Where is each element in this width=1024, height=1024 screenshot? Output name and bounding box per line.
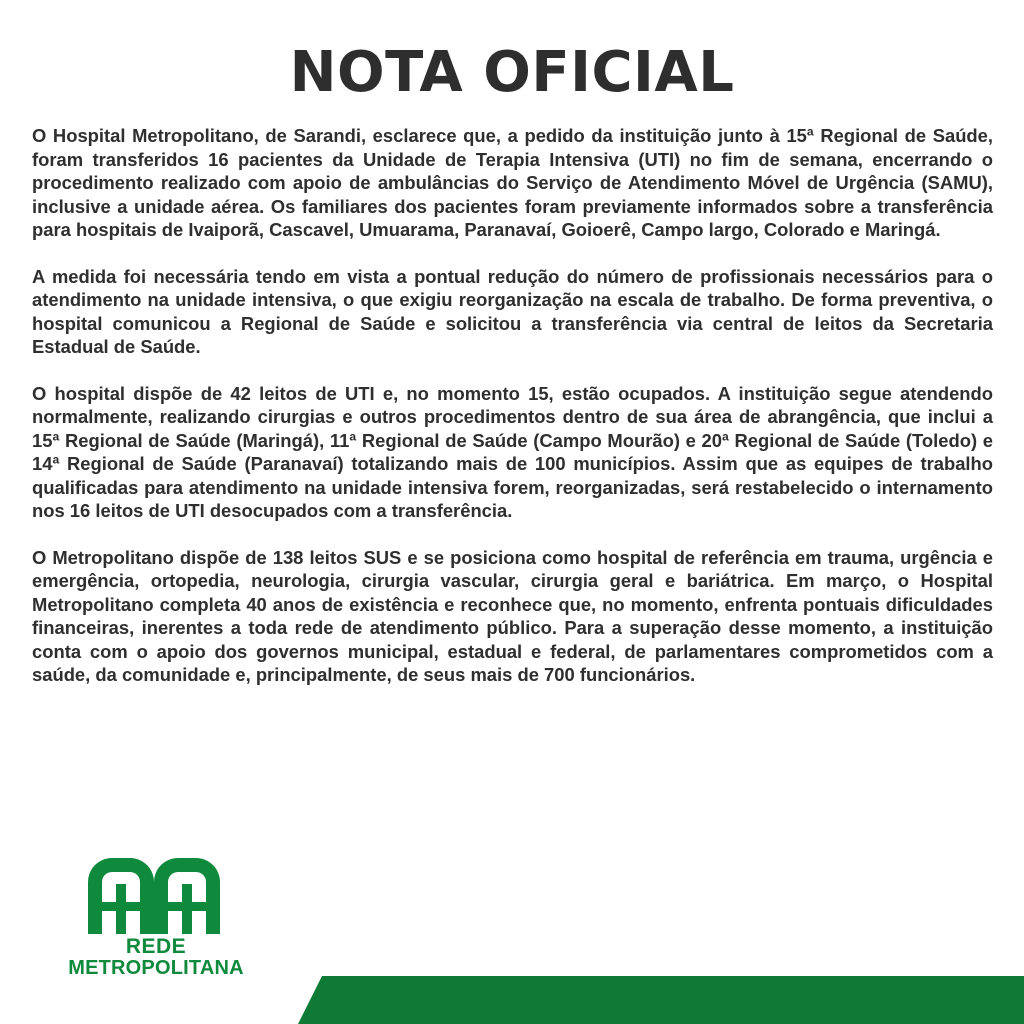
paragraph-reason: A medida foi necessária tendo em vista a pontual redução do número de profissionais necessários para o atendimento na unidade intensiva, o que exigiu reorganização na escala de trabalho. De forma preventiva, o hospital comunicou a Regional de Saúde e solicitou a transferência via central de leitos da Secretaria Estadual de Saúde. bbox=[32, 265, 993, 357]
paragraph-capacity: O hospital dispõe de 42 leitos de UTI e, no momento 15, estão ocupados. A instituição segue atendendo normalmente, realizando cirurgias e outros procedimentos dentro de sua área de abrangência, que inclui a 15ª Regional de Saúde (Maringá), 11ª Regional de Saúde (Campo Mourão) e 20ª Regional de Saúde (Toledo) e 14ª Regional de Saúde (Paranavaí) totalizando mais de 100 municípios. Assim que as equipes de trabalho qualificadas para atendimento na unidade intensiva forem, reorganizadas, será restabelecido o internamento nos 16 leitos de UTI desocupados com a transferência. bbox=[32, 382, 993, 521]
rede-metropolitana-logo-icon bbox=[88, 858, 220, 934]
logo-text-rede: REDE bbox=[125, 935, 187, 958]
paragraph-transfer: O Hospital Metropolitano, de Sarandi, esclarece que, a pedido da instituição junto à 15ª Regional de Saúde, foram transferidos 16 pacientes da Unidade de Terapia Intensiva (UTI) no fim de semana, encerrando o procedimento realizado com apoio de ambulâncias do Serviço de Atendimento Móvel de Urgência (SAMU), inclusive a unidade aérea. Os familiares dos pacientes foram previamente informados sobre a transferência para hospitais de Ivaiporã, Cascavel, Umuarama, Paranavaí, Goioerê, Campo largo, Colorado e Maringá. bbox=[32, 125, 993, 240]
rede-metropolitana-logo bbox=[58, 858, 254, 982]
paragraph-institution: O Metropolitano dispõe de 138 leitos SUS e se posiciona como hospital de referência em trauma, urgência e emergência, ortopedia, neurologia, cirurgia vascular, cirurgia geral e bariátrica. Em março, o Hospital Metropolitano completa 40 anos de existência e reconhece que, no momento, enfrenta pontuais dificuldades financeiras, inerentes a toda rede de atendimento público. Para a superação desse momento, a instituição conta com o apoio dos governos municipal, estadual e federal, de parlamentares comprometidos com a saúde, da comunidade e, principalmente, de seus mais de 700 funcionários. bbox=[32, 546, 993, 685]
official-note-body bbox=[32, 124, 993, 710]
page-title: NOTA OFICIAL bbox=[289, 40, 735, 105]
logo-text-metropolitana: METROPOLITANA bbox=[68, 957, 244, 979]
footer-green-band bbox=[0, 976, 1024, 1024]
